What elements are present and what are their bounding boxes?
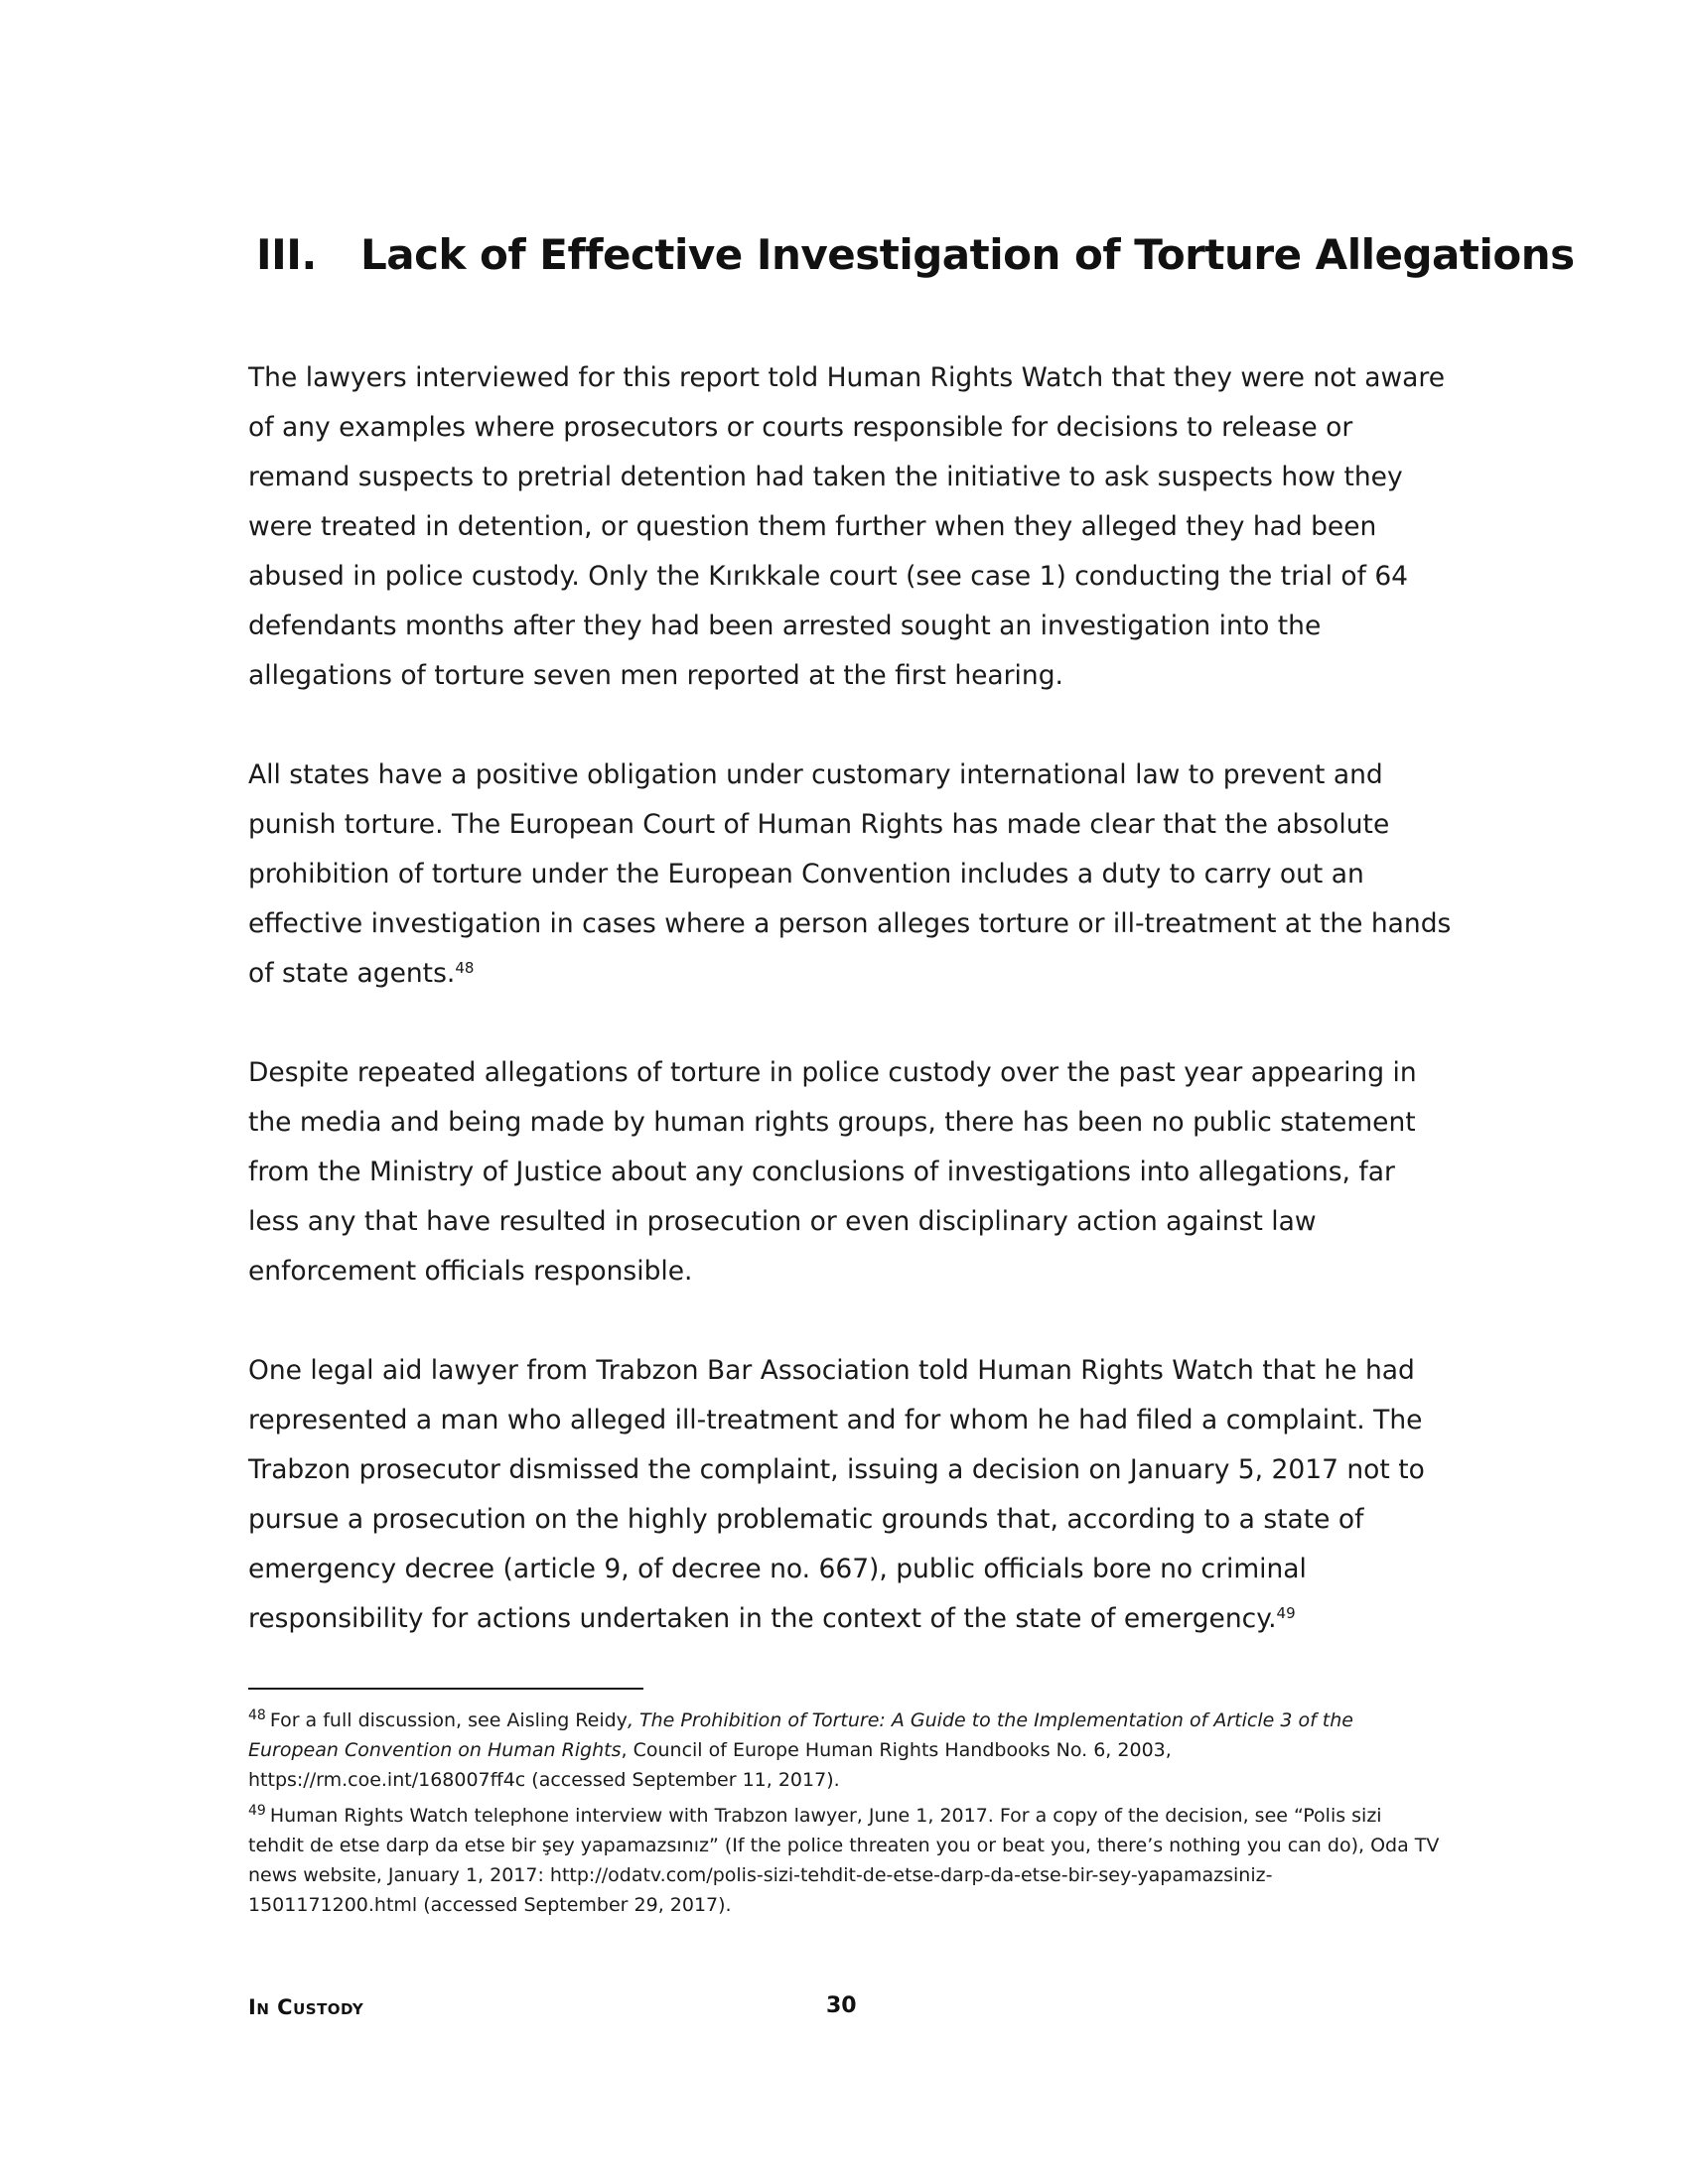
footnote-text: Human Rights Watch telephone interview with Trabzon lawyer, June 1, 2017. For a copy of the decision, see “Polis sizi [269,1805,1382,1827]
text-line-with-footnote [248,1594,1440,1644]
footnotes [248,1706,1440,1926]
footnote-cited-title: European Convention on Human Rights [248,1739,622,1761]
footnote-text: For a full discussion, see Aisling Reidy [269,1709,628,1731]
text-line: remand suspects to pretrial detention had taken the initiative to ask suspects how they [248,462,1403,492]
footnote-cited-title: , The Prohibition of Torture: A Guide to the Implementation of Article 3 of the [627,1709,1353,1731]
page-number: 30 [826,1993,857,2018]
text-line: the media and being made by human rights groups, there has been no public statement [248,1107,1416,1138]
paragraph-2 [248,751,1452,999]
text-line: represented a man who alleged ill-treatment and for whom he had filed a complaint. The [248,1405,1423,1435]
paragraph-4 [248,1346,1440,1644]
text-line: effective investigation in cases where a person alleges torture or ill-treatment at the hands [248,908,1452,939]
footnote-line [248,1735,1440,1765]
footnote-48 [248,1706,1440,1795]
text-line: were treated in detention, or question them further when they alleged they had been [248,511,1377,542]
text-line: One legal aid lawyer from Trabzon Bar Association told Human Rights Watch that he had [248,1355,1415,1386]
footnote-ref-48[interactable]: 48 [455,959,475,977]
paragraph-1 [248,353,1445,701]
text-line-with-footnote [248,949,1440,999]
text-line: Despite repeated allegations of torture in police custody over the past year appearing in [248,1057,1417,1088]
paragraph-3 [248,1048,1440,1297]
footnote-49 [248,1801,1440,1920]
footnote-number: 48 [248,1707,266,1723]
footnote-divider [248,1688,643,1690]
text-line: enforcement officials responsible. [248,1256,693,1287]
footnote-link[interactable]: https://rm.coe.int/168007ff4c (accessed September 11, 2017). [248,1769,840,1791]
footnote-ref-49[interactable]: 49 [1276,1604,1296,1622]
body-text [248,353,1452,1694]
footnote-line [248,1706,1440,1735]
text-line: abused in police custody. Only the Kırıkkale court (see case 1) conducting the trial of 64 [248,561,1409,592]
footnote-number: 49 [248,1803,266,1819]
text-line: from the Ministry of Justice about any conclusions of investigations into allegations, far [248,1157,1395,1187]
text-line: pursue a prosecution on the highly problematic grounds that, according to a state of [248,1504,1364,1535]
text-line: Trabzon prosecutor dismissed the complaint, issuing a decision on January 5, 2017 not to [248,1454,1425,1485]
text-line: allegations of torture seven men reported at the first hearing. [248,660,1063,691]
text-line: defendants months after they had been arrested sought an investigation into the [248,611,1322,641]
footnote-line: tehdit de etse darp da etse bir şey yapamazsınız” (If the police threaten you or beat you, there’s nothing you can do), Oda TV [248,1835,1440,1856]
text-line: punish torture. The European Court of Human Rights has made clear that the absolute [248,809,1390,840]
footer-report-title: In Custody [248,1995,364,2019]
section-heading [256,230,1575,279]
text-line: emergency decree (article 9, of decree no. 667), public officials bore no criminal [248,1554,1307,1584]
text-line: prohibition of torture under the European Convention includes a duty to carry out an [248,859,1364,889]
section-number: III. [256,230,317,279]
text-line: of state agents. [248,958,456,989]
text-line: of any examples where prosecutors or courts responsible for decisions to release or [248,412,1353,443]
footnote-link[interactable]: news website, January 1, 2017: http://odatv.com/polis-sizi-tehdit-de-etse-darp-da-etse-bir-sey-yapamazsiniz- [248,1864,1273,1886]
section-title: Lack of Effective Investigation of Torture Allegations [360,230,1575,279]
footnote-text: , Council of Europe Human Rights Handbooks No. 6, 2003, [621,1739,1172,1761]
footnote-line: 1501171200.html (accessed September 29, 2017). [248,1894,732,1916]
footnote-line [248,1801,1440,1831]
text-line: responsibility for actions undertaken in the context of the state of emergency. [248,1603,1277,1634]
text-line: less any that have resulted in prosecution or even disciplinary action against law [248,1206,1317,1237]
text-line: All states have a positive obligation under customary international law to prevent and [248,759,1383,790]
text-line: The lawyers interviewed for this report told Human Rights Watch that they were not aware [248,362,1445,393]
